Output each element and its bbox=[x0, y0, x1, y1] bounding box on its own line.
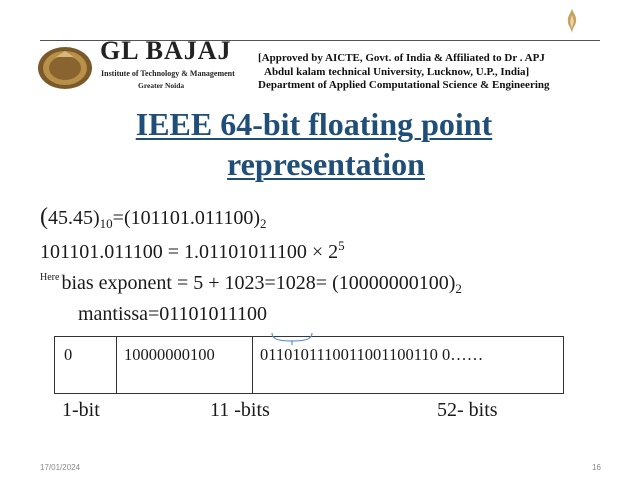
approval-text bbox=[258, 52, 550, 93]
slide-date: 17/01/2024 bbox=[40, 463, 81, 472]
decimal-value: 45.45) bbox=[48, 207, 100, 229]
mantissa-bits-label: 52- bits bbox=[437, 399, 498, 421]
brand-subtitle: Institute of Technology & Management bbox=[101, 69, 235, 78]
sign-bit-label: 1-bit bbox=[62, 399, 100, 421]
bias-exponent-line bbox=[40, 272, 462, 297]
exponent-superscript: 5 bbox=[338, 238, 345, 253]
sign-bit-cell: 0 bbox=[64, 345, 73, 364]
approval-line-3: Department of Applied Computational Science & Engineering bbox=[258, 79, 550, 91]
gl-bajaj-logo bbox=[36, 45, 94, 91]
open-paren: ( bbox=[40, 204, 48, 230]
base-10-subscript: 10 bbox=[99, 216, 113, 231]
approval-line-1: [Approved by AICTE, Govt. of India & Affiliated to Dr . APJ bbox=[258, 52, 545, 64]
binary-value: =(101101.011100) bbox=[112, 207, 261, 229]
base-2-subscript: 2 bbox=[260, 216, 267, 231]
brace-connector bbox=[270, 332, 314, 346]
table-divider bbox=[252, 336, 253, 394]
exponent-bits-label: 11 -bits bbox=[210, 399, 270, 421]
slide-title bbox=[0, 104, 638, 184]
decimal-to-binary-line bbox=[40, 204, 267, 232]
here-label: Here bbox=[40, 272, 60, 283]
base-2-subscript: 2 bbox=[455, 281, 462, 296]
mantissa-bits-cell: 0110101110011001100110 0…… bbox=[260, 345, 484, 364]
flame-icon bbox=[565, 8, 579, 34]
table-divider bbox=[116, 336, 117, 394]
brand-location: Greater Noida bbox=[138, 81, 185, 90]
brand-name: GL BAJAJ bbox=[100, 36, 232, 65]
exponent-bits-cell: 10000000100 bbox=[124, 345, 215, 364]
mantissa-line: mantissa=01101011100 bbox=[78, 303, 268, 325]
approval-line-2: Abdul kalam technical University, Lucknow, U.P., India] bbox=[264, 65, 530, 78]
slide-number: 16 bbox=[592, 463, 601, 472]
title-line-1: IEEE 64-bit floating point bbox=[135, 106, 493, 142]
title-line-2: representation bbox=[227, 146, 425, 182]
normalized-expression: 101101.011100 = 1.01101011100 × 2 bbox=[40, 241, 339, 263]
bias-exponent-expression: bias exponent = 5 + 1023=1028= (10000000100) bbox=[61, 272, 456, 294]
normalized-form-line bbox=[40, 238, 345, 264]
